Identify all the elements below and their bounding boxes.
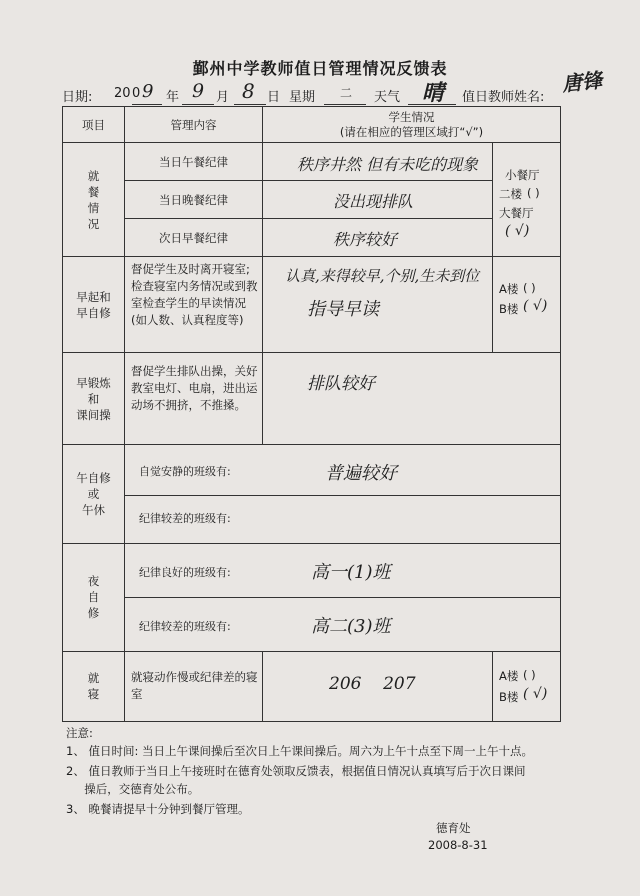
header-content: 管理内容 [125,107,263,143]
exercise-note: 排队较好 [307,374,375,395]
bedtime-content: 就寝动作慢或纪律差的寝室 [125,651,263,721]
small-canteen-label: 小餐厅 [505,168,540,183]
noon-category: 午自修 或 午休 [63,445,125,543]
day-label: 日 [267,90,281,105]
morning-building-cell[interactable] [493,257,561,353]
morning-b-check: ( √) [523,298,548,315]
exercise-row [63,353,561,445]
morning-b-label: B楼 [499,302,519,317]
year-underline [132,86,162,105]
bedtime-category: 就 寝 [63,651,125,721]
meal-lunch-note-cell[interactable] [263,143,493,181]
morning-row [63,257,561,353]
noon-quiet-cell[interactable] [125,445,561,495]
note-item-3: 3、 晚餐请提早十分钟到餐厅管理。 [66,802,250,816]
year-print-digit: 0 [132,86,141,101]
evening-category: 夜 自 修 [63,543,125,651]
morning-a-mark: ( ) [523,281,536,296]
meal-dinner-note: 没出现排队 [333,192,414,212]
weekday-underline [324,86,366,105]
meal-breakfast-label: 次日早餐纪律 [125,219,263,257]
bedtime-note: 206 207 [329,673,416,694]
morning-note-cell[interactable] [263,257,493,353]
meal-breakfast-note: 秩序较好 [333,230,398,250]
form-title: 鄞州中学教师值日管理情况反馈表 [192,59,448,78]
year-prefix: 20 [114,86,131,101]
header-status-line1: 学生情况 [388,109,435,124]
weather-value: 晴 [422,80,445,106]
meal-lunch-label: 当日午餐纪律 [125,143,263,181]
header-row [63,107,561,143]
note-item-2-cont: 操后，交德育处公布。 [66,782,200,796]
notes-heading: 注意: [66,726,93,740]
evening-good-label: 纪律良好的班级有: [139,565,231,579]
note-item-1: 1、 值日时间: 当日上午课间操后至次日上午课间操后。周六为上午十点至下周一上午十点。 [66,744,533,758]
evening-good-note: 高一(1)班 [311,561,391,583]
bedtime-b-label: B楼 [499,689,519,704]
year-label: 年 [166,90,180,105]
exercise-note-cell[interactable] [263,353,561,445]
evening-row-poor [63,597,561,651]
note-item-2: 2、 值日教师于当日上午接班时在德育处领取反馈表，根据值日情况认真填写后于次日课间 [66,764,526,778]
month-label: 月 [216,90,230,105]
weather-label: 天气 [374,90,401,105]
noon-row-poor [63,495,561,543]
evening-poor-label: 纪律较差的班级有: [139,619,231,633]
meal-breakfast-note-cell[interactable] [263,219,493,257]
bedtime-building-cell[interactable] [493,651,561,721]
noon-row-quiet [63,445,561,495]
meal-dinner-note-cell[interactable] [263,181,493,219]
exercise-category: 早锻炼 和 课间操 [63,353,125,445]
meal-row-breakfast [63,219,561,257]
teacher-signature: 唐锋 [561,67,604,97]
header-item: 项目 [63,107,125,143]
footer-dept: 德育处 [436,821,471,835]
evening-poor-cell[interactable] [125,597,561,651]
date-label: 日期: [62,90,93,105]
noon-poor-cell[interactable] [125,495,561,543]
header-status-line2: (请在相应的管理区域打“√”) [339,124,484,139]
morning-note-line2: 指导早读 [307,299,379,321]
teacher-label: 值日教师姓名: [462,90,545,105]
morning-content: 督促学生及时离开寝室; 检查寝室内务情况或到教室检查学生的早读情况(如人数、认真程度等) [125,257,263,353]
weekday-value: 二 [340,86,353,100]
bedtime-note-cell[interactable] [263,651,493,721]
bedtime-a-mark: ( ) [523,667,536,682]
meals-category: 就 餐 情 况 [63,143,125,257]
weather-underline [408,86,456,105]
morning-note-line1: 认真,来得较早,个别,生未到位 [285,267,480,286]
noon-quiet-label: 自觉安静的班级有: [139,465,231,479]
evening-poor-note: 高二(3)班 [311,615,391,637]
day-underline [234,86,266,105]
bedtime-row [63,651,561,721]
floor2-mark: ( ) [527,186,540,201]
meal-lunch-note: 秩序井然 但有未吃的现象 [297,155,479,175]
floor2-label: 二楼 [499,187,522,202]
big-canteen-check: ( √) [505,223,530,240]
bedtime-b-check: ( √) [523,685,548,702]
morning-category: 早起和 早自修 [63,257,125,353]
month-value: 9 [192,80,205,102]
form-table [62,106,561,722]
meal-location-cell[interactable] [493,143,561,257]
weekday-label: 星期 [289,90,316,105]
meal-row-dinner [63,181,561,219]
footer-date: 2008-8-31 [428,838,488,852]
header-status [263,107,561,143]
day-value: 8 [242,79,255,103]
exercise-content: 督促学生排队出操，关好教室电灯、电扇，进出运动场不拥挤，不推搡。 [125,353,263,445]
morning-a-label: A楼 [499,282,519,297]
meal-dinner-label: 当日晚餐纪律 [125,181,263,219]
noon-quiet-note: 普遍较好 [325,463,397,485]
evening-good-cell[interactable] [125,543,561,597]
big-canteen-label: 大餐厅 [499,206,534,221]
month-underline [182,86,214,105]
noon-poor-label: 纪律较差的班级有: [139,511,231,525]
meal-row-lunch [63,143,561,181]
year-digit-handwritten: 9 [142,81,154,102]
evening-row-good [63,543,561,597]
bedtime-a-label: A楼 [499,668,519,683]
